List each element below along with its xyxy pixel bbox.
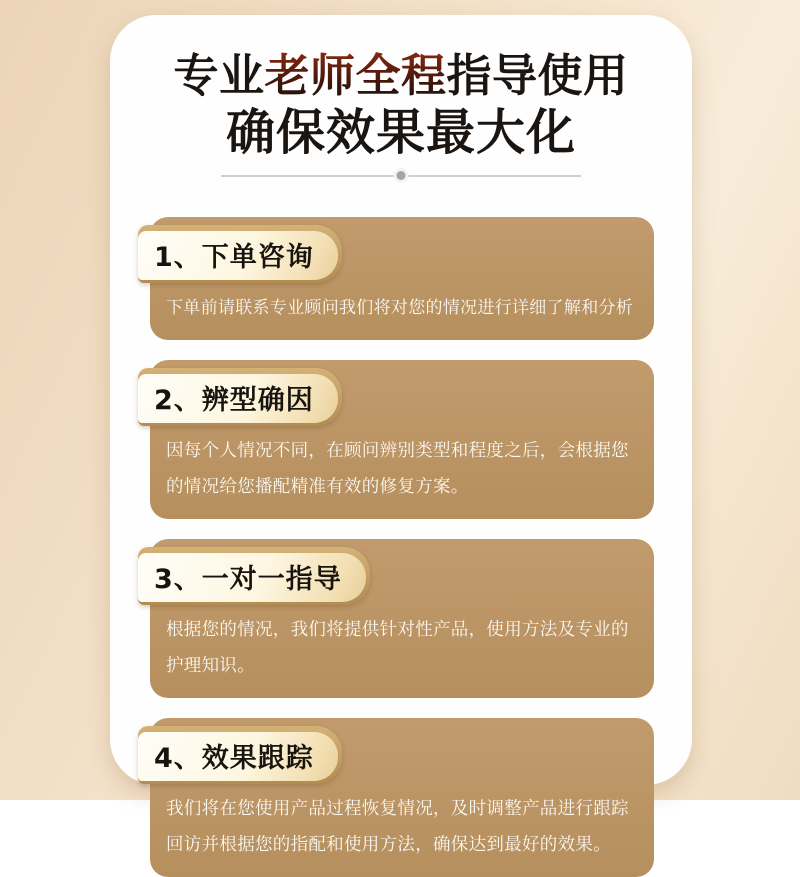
step-card-3	[150, 539, 654, 698]
step-description-3: 根据您的情况，我们将提供针对性产品，使用方法及专业的护理知识。	[166, 619, 629, 676]
title-line-2: 确保效果最大化	[225, 103, 576, 162]
step-description-2: 因每个人情况不同，在顾问辨别类型和程度之后，会根据您的情况给您播配精准有效的修复方案。	[166, 440, 629, 497]
step-description-1: 下单前请联系专业顾问我们将对您的情况进行详细了解和分析	[166, 297, 634, 318]
divider-dot	[397, 171, 406, 180]
title-line-1	[110, 48, 692, 104]
content-card	[110, 15, 692, 855]
step-card-2	[150, 360, 654, 519]
step-description-4: 我们将在您使用产品过程恢复情况，及时调整产品进行跟踪回访并根据您的指配和使用方法，确保达到最好的效果。	[166, 798, 629, 855]
step-badge-label-2: 2、辨型确因	[138, 374, 338, 423]
divider-line	[221, 175, 581, 177]
step-badge-label-4: 4、效果跟踪	[138, 732, 338, 781]
title-segment-2: 指导使用	[446, 49, 629, 102]
page-title	[110, 48, 692, 161]
title-segment-1: 专业	[173, 49, 265, 102]
step-badge-label-1: 1、下单咨询	[138, 231, 338, 280]
step-badge-1	[138, 225, 342, 283]
step-card-1	[150, 217, 654, 340]
step-badge-4	[138, 726, 342, 784]
step-badge-3	[138, 547, 370, 605]
step-badge-label-3: 3、一对一指导	[138, 553, 366, 602]
steps-list	[150, 217, 654, 877]
step-badge-2	[138, 368, 342, 426]
title-segment-accent: 老师全程	[264, 49, 447, 102]
step-card-4	[150, 718, 654, 877]
